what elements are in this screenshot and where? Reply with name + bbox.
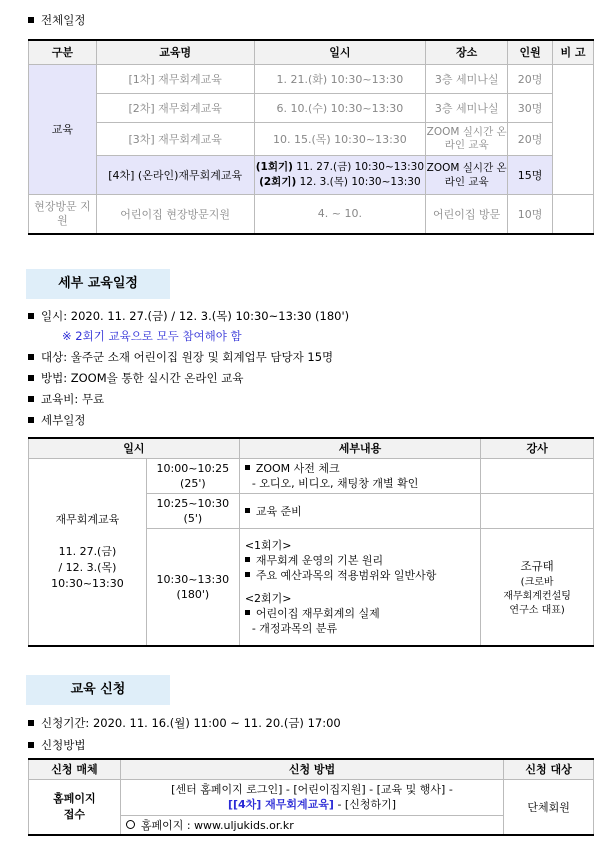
col-header: 일시 bbox=[29, 438, 240, 458]
cell: [3차] 재무회계교육 bbox=[96, 122, 254, 155]
bullet-icon bbox=[245, 465, 250, 470]
cell: 30명 bbox=[508, 93, 553, 122]
bullet-icon bbox=[245, 572, 250, 577]
bullet-icon bbox=[28, 417, 34, 423]
cell: 어린이집 방문 bbox=[426, 194, 508, 234]
time-cell: 10:25~10:30 (5') bbox=[146, 493, 239, 528]
cell: [1차] 재무회계교육 bbox=[96, 64, 254, 93]
content-cell: <1회기> 재무회계 운영의 기본 원리 주요 예산과목의 적용범위와 일반사항 <2회기> 어린이집 재무회계의 실제 - 개정과목의 분류 bbox=[239, 528, 480, 646]
cell: 15명 bbox=[508, 155, 553, 194]
cell: ZOOM 실시간 온라인 교육 bbox=[426, 122, 508, 155]
cell: 3층 세미나실 bbox=[426, 64, 508, 93]
group-cell: 현장방문 지원 bbox=[29, 194, 97, 234]
detail-line: 대상: 울주군 소재 어린이집 원장 및 회계업무 담당자 15명 bbox=[28, 349, 333, 365]
note-cell bbox=[553, 194, 594, 234]
bullet-icon bbox=[28, 354, 34, 360]
time-cell: 10:30~13:30 (180') bbox=[146, 528, 239, 646]
lecturer-cell bbox=[481, 493, 594, 528]
col-header: 인원 bbox=[508, 40, 553, 64]
bullet-icon bbox=[28, 396, 34, 402]
time-cell: 10:00~10:25 (25') bbox=[146, 458, 239, 493]
section-title: 세부 교육일정 bbox=[26, 269, 170, 299]
bullet-icon bbox=[245, 557, 250, 562]
detail-line: 세부일정 bbox=[28, 412, 85, 428]
table-row bbox=[29, 155, 594, 194]
cell: 20명 bbox=[508, 122, 553, 155]
cell: 1. 21.(화) 10:30~13:30 bbox=[254, 64, 426, 93]
col-header: 구분 bbox=[29, 40, 97, 64]
table-row bbox=[29, 458, 594, 493]
bullet-icon bbox=[28, 720, 34, 726]
apply-table bbox=[28, 758, 594, 836]
medium-cell: 홈페이지 접수 bbox=[29, 779, 121, 835]
bullet-icon bbox=[28, 17, 34, 23]
cell: [2차] 재무회계교육 bbox=[96, 93, 254, 122]
detail-table bbox=[28, 437, 594, 647]
apply-method: 신청방법 bbox=[28, 737, 85, 753]
method-cell: [센터 홈페이지 로그인] - [어린이집지원] - [교육 및 행사] - [[4차] 재무회계교육] - [신청하기] bbox=[120, 779, 503, 815]
homepage-cell bbox=[120, 815, 503, 835]
cell: 3층 세미나실 bbox=[426, 93, 508, 122]
bullet-icon bbox=[245, 610, 250, 615]
lecturer-cell bbox=[481, 458, 594, 493]
bullet-icon bbox=[28, 313, 34, 319]
bullet-icon bbox=[245, 508, 250, 513]
table-row bbox=[29, 64, 594, 93]
target-cell: 단체회원 bbox=[504, 779, 594, 835]
table-row bbox=[29, 122, 594, 155]
col-header: 일시 bbox=[254, 40, 426, 64]
cell: 10. 15.(목) 10:30~13:30 bbox=[254, 122, 426, 155]
detail-line: 방법: ZOOM을 통한 실시간 온라인 교육 bbox=[28, 370, 243, 386]
circle-bullet-icon bbox=[126, 820, 135, 829]
detail-line: 교육비: 무료 bbox=[28, 391, 104, 407]
col-header: 세부내용 bbox=[239, 438, 480, 458]
lecturer-cell: 조규태 (크로바 재무회계컨설팅 연구소 대표) bbox=[481, 528, 594, 646]
table-row bbox=[29, 93, 594, 122]
cell: 4. ~ 10. bbox=[254, 194, 426, 234]
table-row bbox=[29, 779, 594, 815]
section-title: 교육 신청 bbox=[26, 675, 170, 705]
col-header: 신청 방법 bbox=[120, 759, 503, 779]
cell: (1회기) 11. 27.(금) 10:30~13:30 (2회기) 12. 3.(목) 10:30~13:30 bbox=[254, 155, 426, 194]
group-cell: 교육 bbox=[29, 64, 97, 194]
cell: 6. 10.(수) 10:30~13:30 bbox=[254, 93, 426, 122]
col-header: 비 고 bbox=[553, 40, 594, 64]
apply-period: 신청기간: 2020. 11. 16.(월) 11:00 ~ 11. 20.(금) 17:00 bbox=[28, 715, 341, 731]
note-cell bbox=[553, 64, 594, 194]
note-text: ※ 2회기 교육으로 모두 참여해야 함 bbox=[62, 329, 242, 343]
content-cell: ZOOM 사전 체크 - 오디오, 비디오, 채팅창 개별 확인 bbox=[239, 458, 480, 493]
col-header: 교육명 bbox=[96, 40, 254, 64]
cell: [4차] (온라인)재무회계교육 bbox=[96, 155, 254, 194]
bullet-icon bbox=[28, 375, 34, 381]
cell: 20명 bbox=[508, 64, 553, 93]
bullet-icon bbox=[28, 742, 34, 748]
course-cell: 재무회계교육 11. 27.(금) / 12. 3.(목) 10:30~13:30 bbox=[29, 458, 147, 646]
homepage-link[interactable]: 홈페이지 : www.uljukids.or.kr bbox=[140, 818, 294, 832]
overall-table bbox=[28, 39, 594, 235]
overall-heading: 전체일정 bbox=[28, 12, 85, 28]
content-cell: 교육 준비 bbox=[239, 493, 480, 528]
cell: 10명 bbox=[508, 194, 553, 234]
cell: 어린이집 현장방문지원 bbox=[96, 194, 254, 234]
detail-line: 일시: 2020. 11. 27.(금) / 12. 3.(목) 10:30~13:30 (180') bbox=[28, 308, 349, 324]
table-row bbox=[29, 194, 594, 234]
col-header: 신청 대상 bbox=[504, 759, 594, 779]
col-header: 강사 bbox=[481, 438, 594, 458]
col-header: 장소 bbox=[426, 40, 508, 64]
cell: ZOOM 실시간 온라인 교육 bbox=[426, 155, 508, 194]
col-header: 신청 매체 bbox=[29, 759, 121, 779]
